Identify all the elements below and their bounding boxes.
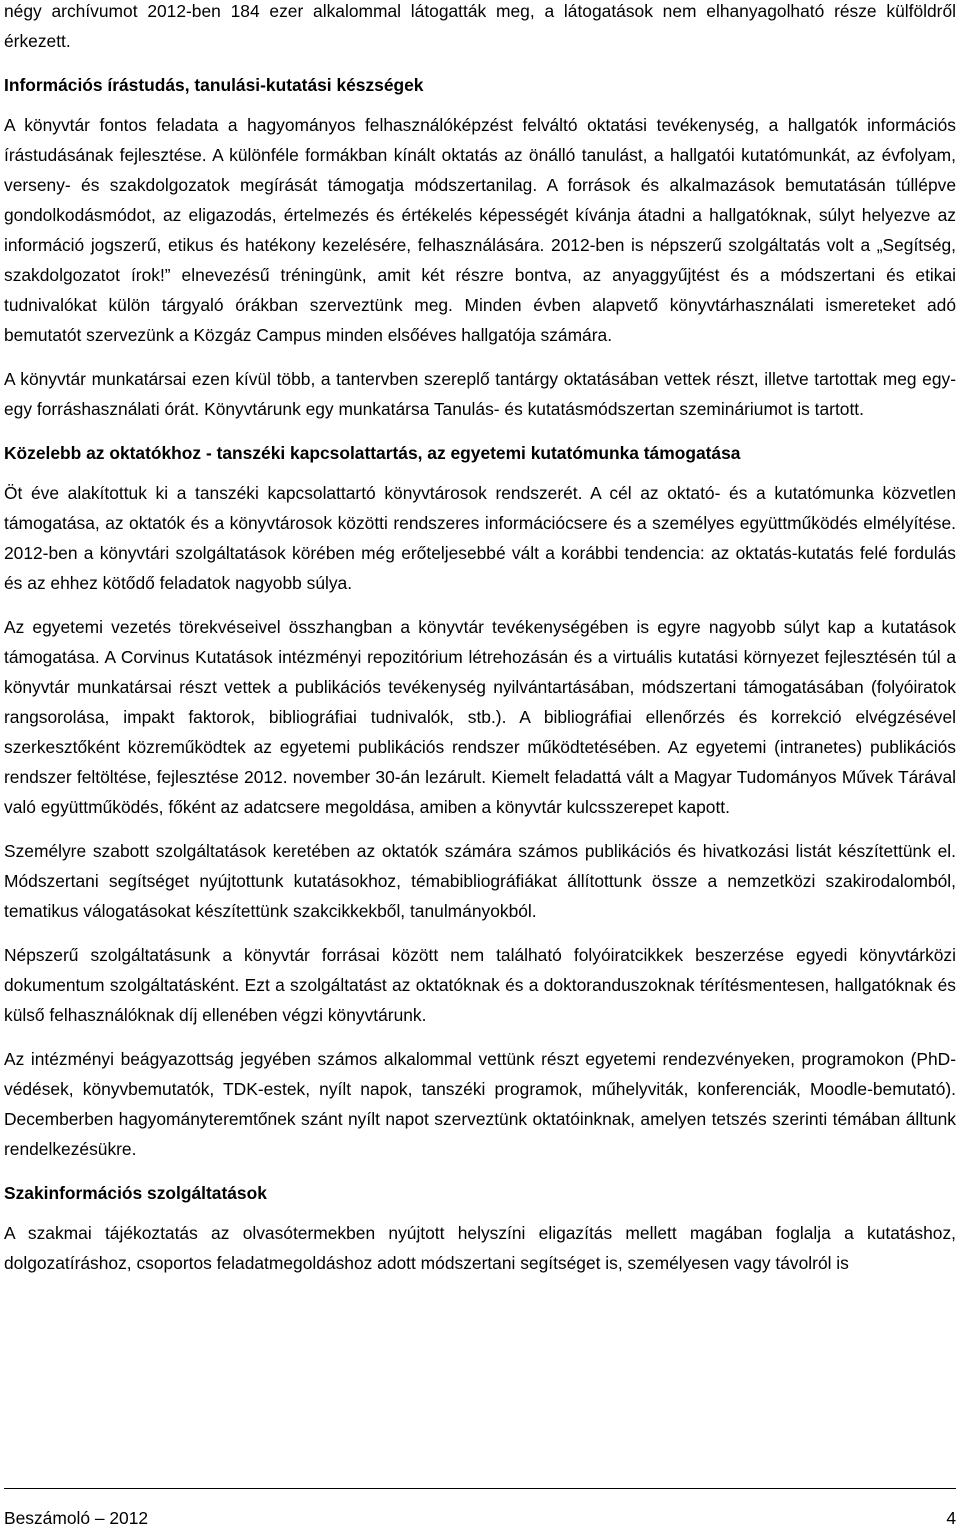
page-number: 4 xyxy=(946,1508,956,1528)
page-footer xyxy=(4,1488,956,1533)
intro-paragraph: négy archívumot 2012-ben 184 ezer alkalommal látogatták meg, a látogatások nem elhanyagolható része külföldről érkezett. xyxy=(4,1,956,51)
spacer xyxy=(4,822,956,836)
spacer xyxy=(4,926,956,940)
section-1-paragraph-1: A könyvtár fontos feladata a hagyományos felhasználóképzést felváltó oktatási tevékenység, a hallgatók információs írástudásának fejlesztése. A különféle formákban kínált oktatás az önálló tanulást, a hallgatói kutatómunkát, az évfolyam, verseny- és szakdolgozatok megírását támogatja módszertanilag. A források és alkalmazások bemutatásán túllépve gondolkodásmódot, az eligazodás, értelmezés és értékelés képességét kívánja átadni a hallgatóknak, súlyt helyezve az információ jogszerű, etikus és hatékony kezelésére, felhasználására. 2012-ben is népszerű szolgáltatás volt a „Segítség, szakdolgozatot írok!” elnevezésű tréningünk, amit két részre bontva, az anyaggyűjtést és a módszertani és etikai tudnivalókat külön tárgyaló órákban szerveztünk meg. Minden évben alapvető könyvtárhasználati ismereteket adó bemutatót szervezünk a Közgáz Campus minden elsőéves hallgatója számára. xyxy=(4,115,956,345)
section-2-paragraph-4: Népszerű szolgáltatásunk a könyvtár forrásai között nem található folyóiratcikkek beszerzése egyedi könyvtárközi dokumentum szolgáltatásként. Ezt a szolgáltatást az oktatóknak és a doktoranduszoknak térítésmentesen, hallgatóknak és külső felhasználóknak díj ellenében végzi könyvtárunk. xyxy=(4,945,956,1025)
section-3-paragraph-1: A szakmai tájékoztatás az olvasótermekben nyújtott helyszíni eligazítás mellett magában foglalja a kutatáshoz, dolgozatíráshoz, csoportos feladatmegoldáshoz adott módszertani segítséget is, személyesen vagy távolról is xyxy=(4,1223,956,1273)
section-2-paragraph-1: Öt éve alakítottuk ki a tanszéki kapcsolattartó könyvtárosok rendszerét. A cél az oktató- és a kutatómunka közvetlen támogatása, az oktatók és a könyvtárosok közötti rendszeres információcsere és a személyes együttműködés elmélyítése. 2012-ben a könyvtári szolgáltatások körében még erőteljesebbé vált a korábbi tendencia: az oktatás-kutatás felé fordulás és az ehhez kötődő feladatok nagyobb súlya. xyxy=(4,483,956,593)
section-2-paragraph-3: Személyre szabott szolgáltatások keretében az oktatók számára számos publikációs és hivatkozási listát készítettünk el. Módszertani segítséget nyújtottunk kutatásokhoz, témabibliográfiákat állítottunk össze a nemzetközi szakirodalomból, tematikus válogatásokat készítettünk szakcikkekből, tanulmányokból. xyxy=(4,841,956,921)
spacer xyxy=(4,1164,956,1178)
section-heading-1: Információs írástudás, tanulási-kutatási készségek xyxy=(4,75,424,95)
section-heading-3: Szakinformációs szolgáltatások xyxy=(4,1183,267,1203)
spacer xyxy=(4,1030,956,1044)
spacer xyxy=(4,424,956,438)
spacer xyxy=(4,468,956,478)
section-1-paragraph-2: A könyvtár munkatársai ezen kívül több, a tantervben szereplő tantárgy oktatásában vettek részt, illetve tartottak meg egy-egy forráshasználati órát. Könyvtárunk egy munkatársa Tanulás- és kutatásmódszertan szemináriumot is tartott. xyxy=(4,369,956,419)
spacer xyxy=(4,56,956,70)
footer-title: Beszámoló – 2012 xyxy=(4,1508,149,1528)
section-2-paragraph-2: Az egyetemi vezetés törekvéseivel összhangban a könyvtár tevékenységében is egyre nagyobb súlyt kap a kutatások támogatása. A Corvinus Kutatások intézményi repozitórium létrehozásán és a virtuális kutatási környezet fejlesztésén túl a könyvtár munkatársai részt vettek a publikációs tevékenység nyilvántartásában, módszertani támogatásában (folyóiratok rangsorolása, impakt faktorok, bibliográfiai tudnivalók, stb.). A bibliográfiai ellenőrzés és korrekció elvégzésével szerkesztőként közreműködtek az egyetemi publikációs rendszer működtetésében. Az egyetemi (intranetes) publikációs rendszer feltöltése, fejlesztése 2012. november 30-án lezárult. Kiemelt feladattá vált a Magyar Tudományos Művek Tárával való együttműködés, főként az adatcsere megoldása, amiben a könyvtár kulcsszerepet kapott. xyxy=(4,617,956,817)
document-page xyxy=(4,0,956,1278)
section-heading-2: Közelebb az oktatókhoz - tanszéki kapcsolattartás, az egyetemi kutatómunka támogatása xyxy=(4,443,741,463)
spacer xyxy=(4,598,956,612)
spacer xyxy=(4,350,956,364)
spacer xyxy=(4,100,956,110)
section-2-paragraph-5: Az intézményi beágyazottság jegyében számos alkalommal vettünk részt egyetemi rendezvényeken, programokon (PhD-védések, könyvbemutatók, TDK-estek, nyílt napok, tanszéki programok, műhelyviták, konferenciák, Moodle-bemutató). Decemberben hagyományteremtőnek szánt nyílt napot szerveztünk oktatóinknak, amelyen tetszés szerinti témában álltunk rendelkezésükre. xyxy=(4,1049,956,1159)
spacer xyxy=(4,1208,956,1218)
